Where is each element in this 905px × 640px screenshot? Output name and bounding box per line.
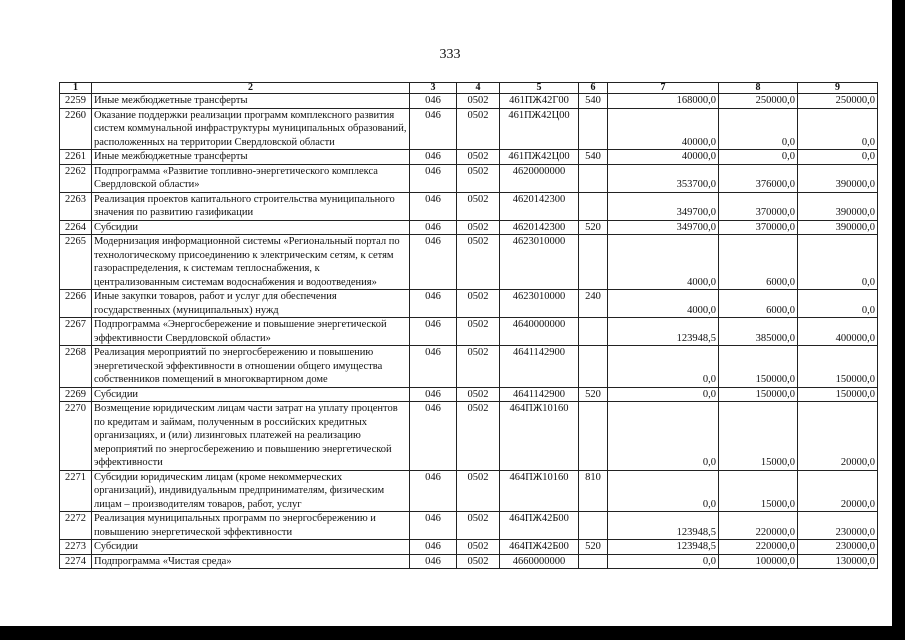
amount-year-1: 353700,0: [608, 164, 719, 192]
row-description: Подпрограмма «Чистая среда»: [92, 554, 410, 569]
expense-type-code: [579, 346, 608, 388]
column-header: 7: [608, 83, 719, 94]
amount-year-1: 123948,5: [608, 318, 719, 346]
amount-year-2: 150000,0: [719, 387, 798, 402]
row-number: 2262: [60, 164, 92, 192]
ministry-code: 046: [410, 387, 457, 402]
section-code: 0502: [457, 94, 500, 109]
amount-year-2: 385000,0: [719, 318, 798, 346]
column-header: 2: [92, 83, 410, 94]
ministry-code: 046: [410, 108, 457, 150]
amount-year-3: 250000,0: [798, 94, 878, 109]
section-code: 0502: [457, 554, 500, 569]
section-code: 0502: [457, 470, 500, 512]
ministry-code: 046: [410, 318, 457, 346]
ministry-code: 046: [410, 164, 457, 192]
target-article-code: 464ПЖ10160: [500, 402, 579, 471]
amount-year-1: 123948,5: [608, 512, 719, 540]
amount-year-2: 250000,0: [719, 94, 798, 109]
expense-type-code: [579, 164, 608, 192]
amount-year-3: 390000,0: [798, 164, 878, 192]
expense-type-code: 520: [579, 220, 608, 235]
ministry-code: 046: [410, 290, 457, 318]
expense-type-code: [579, 235, 608, 290]
ministry-code: 046: [410, 94, 457, 109]
expense-type-code: [579, 512, 608, 540]
section-code: 0502: [457, 108, 500, 150]
row-number: 2269: [60, 387, 92, 402]
expense-type-code: 810: [579, 470, 608, 512]
row-description: Реализация мероприятий по энергосбережению и повышению энергетической эффективности в отношении общего имущества собственников помещений в многоквартирном доме: [92, 346, 410, 388]
amount-year-3: 150000,0: [798, 346, 878, 388]
table-row: [60, 235, 878, 290]
table-header-row: [60, 83, 878, 94]
table-row: [60, 387, 878, 402]
table-row: [60, 150, 878, 165]
table-row: [60, 220, 878, 235]
target-article-code: 464ПЖ42Б00: [500, 512, 579, 540]
row-number: 2272: [60, 512, 92, 540]
section-code: 0502: [457, 192, 500, 220]
target-article-code: 4620142300: [500, 220, 579, 235]
target-article-code: 461ПЖ42Г00: [500, 94, 579, 109]
section-code: 0502: [457, 150, 500, 165]
row-description: Возмещение юридическим лицам части затрат на уплату процентов по кредитам и займам, полученным в российских кредитных организациях, и (или) лизинговых платежей на реализацию мероприятий по энергосбережению и повышению энергетической эффективности: [92, 402, 410, 471]
target-article-code: 4660000000: [500, 554, 579, 569]
column-header: 1: [60, 83, 92, 94]
column-header: 8: [719, 83, 798, 94]
amount-year-3: 390000,0: [798, 220, 878, 235]
column-header: 3: [410, 83, 457, 94]
amount-year-1: 168000,0: [608, 94, 719, 109]
ministry-code: 046: [410, 150, 457, 165]
row-number: 2273: [60, 540, 92, 555]
column-header: 4: [457, 83, 500, 94]
row-number: 2266: [60, 290, 92, 318]
target-article-code: 4620142300: [500, 192, 579, 220]
target-article-code: 4641142900: [500, 387, 579, 402]
amount-year-1: 0,0: [608, 470, 719, 512]
amount-year-2: 6000,0: [719, 290, 798, 318]
row-description: Иные межбюджетные трансферты: [92, 94, 410, 109]
amount-year-3: 130000,0: [798, 554, 878, 569]
target-article-code: 4623010000: [500, 290, 579, 318]
amount-year-3: 20000,0: [798, 402, 878, 471]
ministry-code: 046: [410, 192, 457, 220]
target-article-code: 464ПЖ42Б00: [500, 540, 579, 555]
section-code: 0502: [457, 387, 500, 402]
ministry-code: 046: [410, 540, 457, 555]
ministry-code: 046: [410, 554, 457, 569]
amount-year-1: 0,0: [608, 554, 719, 569]
amount-year-3: 0,0: [798, 290, 878, 318]
amount-year-2: 0,0: [719, 108, 798, 150]
table-row: [60, 540, 878, 555]
expense-type-code: 520: [579, 387, 608, 402]
ministry-code: 046: [410, 470, 457, 512]
ministry-code: 046: [410, 402, 457, 471]
table-row: [60, 94, 878, 109]
section-code: 0502: [457, 512, 500, 540]
ministry-code: 046: [410, 346, 457, 388]
amount-year-3: 390000,0: [798, 192, 878, 220]
amount-year-3: 230000,0: [798, 540, 878, 555]
target-article-code: 4623010000: [500, 235, 579, 290]
amount-year-1: 40000,0: [608, 108, 719, 150]
expense-type-code: [579, 402, 608, 471]
table-row: [60, 290, 878, 318]
row-number: 2265: [60, 235, 92, 290]
section-code: 0502: [457, 402, 500, 471]
expense-type-code: [579, 318, 608, 346]
ministry-code: 046: [410, 235, 457, 290]
ministry-code: 046: [410, 512, 457, 540]
amount-year-2: 15000,0: [719, 470, 798, 512]
amount-year-2: 370000,0: [719, 220, 798, 235]
table-row: [60, 346, 878, 388]
row-number: 2271: [60, 470, 92, 512]
row-description: Оказание поддержки реализации программ комплексного развития систем коммунальной инфраструктуры муниципальных образований, расположенных на территории Свердловской области: [92, 108, 410, 150]
row-description: Реализация проектов капитального строительства муниципального значения по развитию газификации: [92, 192, 410, 220]
target-article-code: 461ПЖ42Ц00: [500, 150, 579, 165]
budget-table: [59, 82, 878, 569]
expense-type-code: [579, 108, 608, 150]
row-description: Иные закупки товаров, работ и услуг для обеспечения государственных (муниципальных) нужд: [92, 290, 410, 318]
amount-year-2: 0,0: [719, 150, 798, 165]
section-code: 0502: [457, 318, 500, 346]
target-article-code: 4640000000: [500, 318, 579, 346]
expense-type-code: 240: [579, 290, 608, 318]
amount-year-2: 376000,0: [719, 164, 798, 192]
target-article-code: 4641142900: [500, 346, 579, 388]
expense-type-code: 540: [579, 150, 608, 165]
row-description: Субсидии: [92, 540, 410, 555]
table-row: [60, 108, 878, 150]
section-code: 0502: [457, 164, 500, 192]
row-number: 2264: [60, 220, 92, 235]
section-code: 0502: [457, 290, 500, 318]
amount-year-3: 150000,0: [798, 387, 878, 402]
table-row: [60, 318, 878, 346]
table-row: [60, 470, 878, 512]
amount-year-3: 230000,0: [798, 512, 878, 540]
row-number: 2270: [60, 402, 92, 471]
section-code: 0502: [457, 346, 500, 388]
row-description: Реализация муниципальных программ по энергосбережению и повышению энергетической эффективности: [92, 512, 410, 540]
expense-type-code: 520: [579, 540, 608, 555]
amount-year-2: 370000,0: [719, 192, 798, 220]
row-description: Подпрограмма «Энергосбережение и повышение энергетической эффективности Свердловской области»: [92, 318, 410, 346]
amount-year-2: 100000,0: [719, 554, 798, 569]
ministry-code: 046: [410, 220, 457, 235]
row-description: Субсидии юридическим лицам (кроме некоммерческих организаций), индивидуальным предпринимателям, физическим лицам – производителям товаров, работ, услуг: [92, 470, 410, 512]
column-header: 9: [798, 83, 878, 94]
amount-year-2: 150000,0: [719, 346, 798, 388]
row-number: 2259: [60, 94, 92, 109]
amount-year-1: 123948,5: [608, 540, 719, 555]
target-article-code: 4620000000: [500, 164, 579, 192]
amount-year-1: 4000,0: [608, 235, 719, 290]
amount-year-2: 6000,0: [719, 235, 798, 290]
row-description: Субсидии: [92, 387, 410, 402]
row-description: Субсидии: [92, 220, 410, 235]
expense-type-code: 540: [579, 94, 608, 109]
page-number: 333: [439, 47, 461, 62]
table-row: [60, 554, 878, 569]
section-code: 0502: [457, 220, 500, 235]
table-row: [60, 402, 878, 471]
table-row: [60, 512, 878, 540]
amount-year-3: 0,0: [798, 108, 878, 150]
amount-year-1: 4000,0: [608, 290, 719, 318]
column-header: 5: [500, 83, 579, 94]
amount-year-1: 0,0: [608, 387, 719, 402]
amount-year-2: 220000,0: [719, 512, 798, 540]
row-number: 2274: [60, 554, 92, 569]
row-number: 2260: [60, 108, 92, 150]
row-number: 2267: [60, 318, 92, 346]
column-header: 6: [579, 83, 608, 94]
amount-year-1: 349700,0: [608, 192, 719, 220]
row-description: Иные межбюджетные трансферты: [92, 150, 410, 165]
amount-year-2: 220000,0: [719, 540, 798, 555]
row-description: Модернизация информационной системы «Региональный портал по технологическому присоединению к электрическим сетям, к сетям газораспределения, к системам теплоснабжения, к централизованным системам водоснабжения и водоотведения»: [92, 235, 410, 290]
table-row: [60, 164, 878, 192]
target-article-code: 461ПЖ42Ц00: [500, 108, 579, 150]
expense-type-code: [579, 192, 608, 220]
amount-year-3: 0,0: [798, 235, 878, 290]
row-number: 2261: [60, 150, 92, 165]
section-code: 0502: [457, 540, 500, 555]
row-number: 2268: [60, 346, 92, 388]
amount-year-3: 400000,0: [798, 318, 878, 346]
amount-year-1: 40000,0: [608, 150, 719, 165]
amount-year-1: 0,0: [608, 402, 719, 471]
table-row: [60, 192, 878, 220]
amount-year-2: 15000,0: [719, 402, 798, 471]
row-description: Подпрограмма «Развитие топливно-энергетического комплекса Свердловской области»: [92, 164, 410, 192]
amount-year-1: 0,0: [608, 346, 719, 388]
amount-year-3: 0,0: [798, 150, 878, 165]
target-article-code: 464ПЖ10160: [500, 470, 579, 512]
amount-year-3: 20000,0: [798, 470, 878, 512]
expense-type-code: [579, 554, 608, 569]
section-code: 0502: [457, 235, 500, 290]
row-number: 2263: [60, 192, 92, 220]
amount-year-1: 349700,0: [608, 220, 719, 235]
